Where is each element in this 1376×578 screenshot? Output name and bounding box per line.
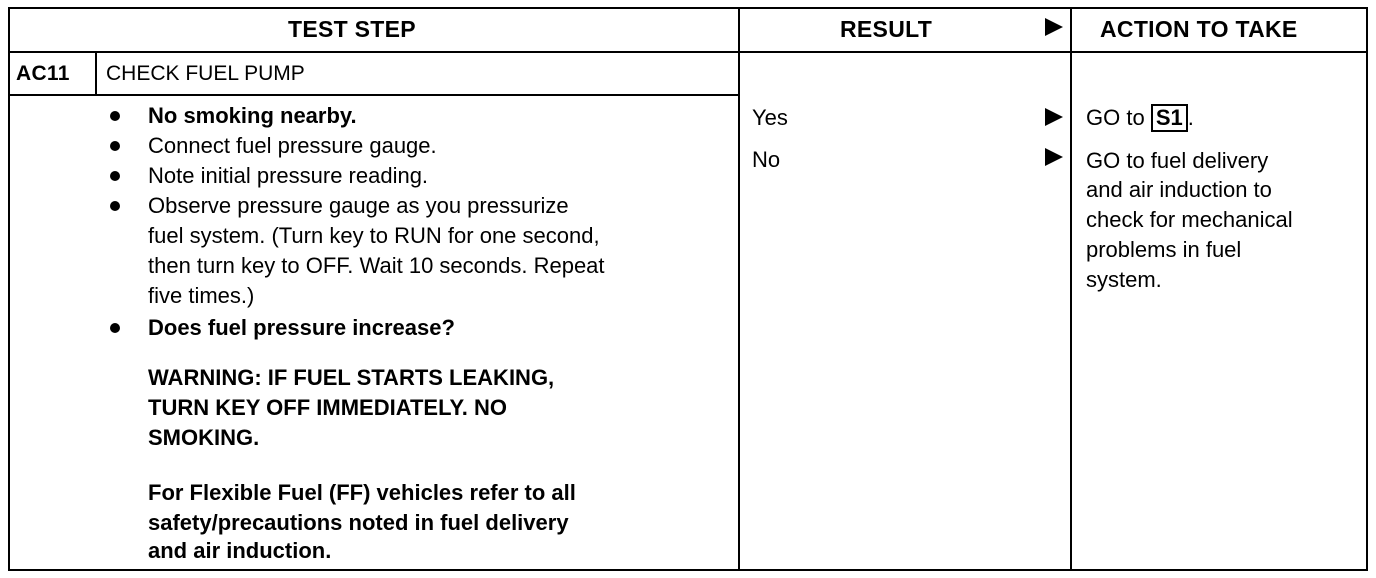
action-no-line-2: and air induction to <box>1086 177 1272 202</box>
note-line-2: safety/precautions noted in fuel delivery <box>148 510 569 535</box>
action-no-line-5: system. <box>1086 267 1162 292</box>
bullet-icon <box>110 323 120 333</box>
instruction-observe-line-2: fuel system. (Turn key to RUN for one second, <box>148 223 600 248</box>
bullet-icon <box>110 111 120 121</box>
action-yes-prefix: GO to <box>1086 105 1145 130</box>
table-top-border <box>8 7 1368 9</box>
instruction-observe-line-4: five times.) <box>148 283 255 308</box>
instruction-pressure-question: Does fuel pressure increase? <box>148 315 455 340</box>
result-yes-arrow-icon <box>1045 108 1063 126</box>
column-divider-result <box>738 7 740 571</box>
note-line-1: For Flexible Fuel (FF) vehicles refer to all <box>148 480 576 505</box>
header-arrow-icon <box>1045 18 1063 36</box>
result-no-arrow-icon <box>1045 148 1063 166</box>
instruction-no-smoking: No smoking nearby. <box>148 103 357 128</box>
warning-line-1: WARNING: IF FUEL STARTS LEAKING, <box>148 365 555 390</box>
action-no-line-4: problems in fuel <box>1086 237 1242 262</box>
instruction-note-reading: Note initial pressure reading. <box>148 163 429 188</box>
result-no: No <box>752 147 781 172</box>
step-title-rule <box>8 94 738 96</box>
header-result: RESULT <box>840 16 933 42</box>
action-yes-reference: S1 <box>1151 104 1188 132</box>
step-title: CHECK FUEL PUMP <box>106 62 305 85</box>
column-divider-action <box>1070 7 1072 571</box>
step-id-divider <box>95 52 97 95</box>
instruction-observe-line-1: Observe pressure gauge as you pressurize <box>148 193 569 218</box>
note-line-3: and air induction. <box>148 538 332 563</box>
header-test-step: TEST STEP <box>288 16 416 42</box>
action-yes <box>1086 103 1194 133</box>
warning-line-3: SMOKING. <box>148 425 260 450</box>
bullet-icon <box>110 171 120 181</box>
action-no-line-1: GO to fuel delivery <box>1086 148 1269 173</box>
bullet-icon <box>110 201 120 211</box>
result-yes: Yes <box>752 105 788 130</box>
header-action-to-take: ACTION TO TAKE <box>1100 16 1298 42</box>
warning-line-2: TURN KEY OFF IMMEDIATELY. NO <box>148 395 507 420</box>
header-bottom-rule <box>8 51 1368 53</box>
table-right-border <box>1366 7 1368 571</box>
table-left-border <box>8 7 10 571</box>
step-id: AC11 <box>16 62 70 85</box>
instruction-observe-line-3: then turn key to OFF. Wait 10 seconds. Repeat <box>148 253 605 278</box>
action-yes-suffix: . <box>1187 105 1194 130</box>
table-bottom-border <box>8 569 1368 571</box>
bullet-icon <box>110 141 120 151</box>
action-no-line-3: check for mechanical <box>1086 207 1293 232</box>
instruction-connect-gauge: Connect fuel pressure gauge. <box>148 133 437 158</box>
